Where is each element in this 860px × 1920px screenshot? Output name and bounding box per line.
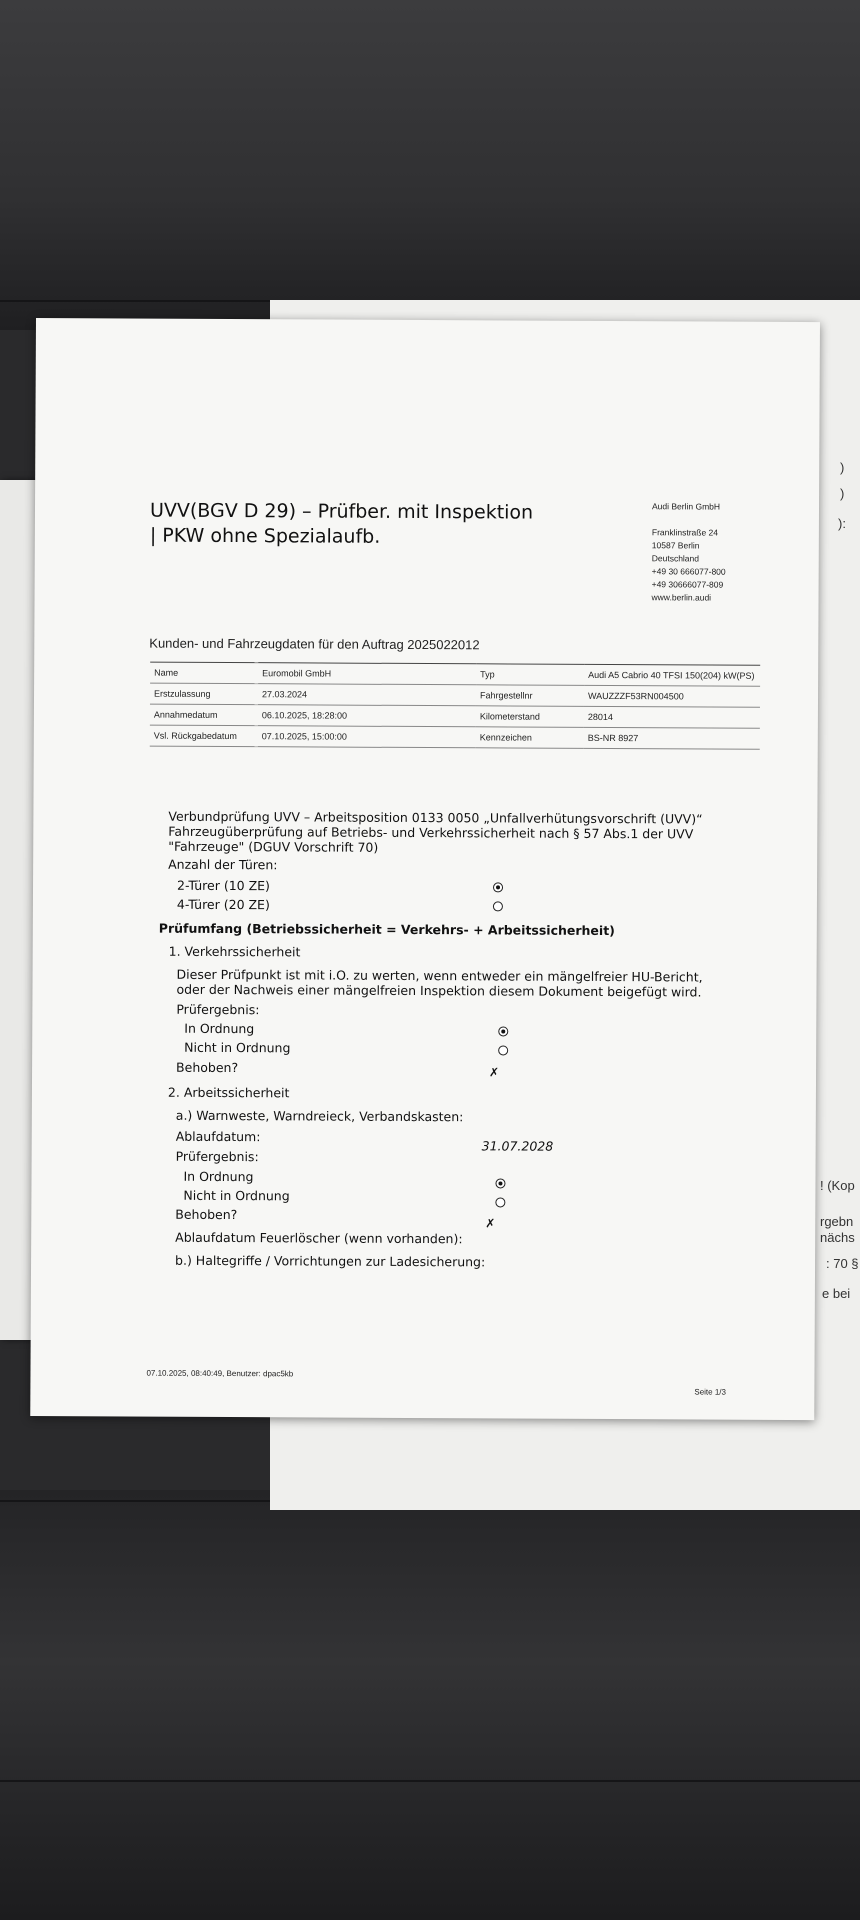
field-label: Annahmedatum [150,704,258,726]
expiry-label: Ablaufdatum: [175,1128,261,1145]
field-label: Kilometerstand [476,706,584,728]
report-title-line1: UVV(BGV D 29) – Prüfber. mit Inspektion [149,499,534,524]
car-seat-backrest [0,0,860,330]
dealer-company: Audi Berlin GmbH [651,501,721,512]
field-value: 07.10.2025, 15:00:00 [258,726,476,748]
extinguisher-label: Ablaufdatum Feuerlöscher (wenn vorhanden): [175,1229,463,1247]
s2-ok-radio[interactable] [495,1178,505,1188]
result-not-ok-label: Nicht in Ordnung [184,1039,291,1056]
field-value: Audi A5 Cabrio 40 TFSI 150(204) kW(PS) [584,664,760,686]
scope-heading: Prüfumfang (Betriebssicherheit = Verkehrs- + Arbeitssicherheit) [158,920,615,939]
back-sheet-edge-text: ) [840,460,845,475]
field-value: 06.10.2025, 18:28:00 [258,705,476,727]
footer-timestamp: 07.10.2025, 08:40:49, Benutzer: dpac5kb [146,1368,294,1379]
back-sheet-edge-text: ): [838,516,846,531]
field-value: Euromobil GmbH [258,663,476,685]
back-sheet-edge-text: e bei [822,1286,851,1301]
table-row [150,725,760,749]
s1-not-ok-radio[interactable] [498,1045,508,1055]
back-sheet-edge-text: ! (Kop [820,1178,855,1193]
back-sheet-edge-text: nächs [820,1230,855,1245]
s2-fixed-x-mark: ✗ [485,1216,496,1231]
doors-label: Anzahl der Türen: [168,856,278,873]
car-seat-cushion [0,1490,860,1920]
door-option-2: 2-Türer (10 ZE) [176,877,270,894]
dealer-fax: +49 30666077-809 [651,579,724,590]
field-value: 27.03.2024 [258,684,476,706]
customer-vehicle-heading: Kunden- und Fahrzeugdaten für den Auftrag 2025022012 [149,635,480,653]
door-4-radio[interactable] [493,901,503,911]
field-label: Vsl. Rückgabedatum [150,725,258,747]
section-text: a.) Warnweste, Warndreieck, Verbandskasten: [175,1107,464,1125]
field-label: Typ [476,664,584,686]
intro-line: Verbundprüfung UVV – Arbeitsposition 0133 0050 „Unfallverhütungsvorschrift (UVV)“ [168,808,703,827]
field-value: BS-NR 8927 [584,727,760,749]
dealer-phone: +49 30 666077-800 [651,566,726,577]
field-label: Name [150,662,258,684]
dealer-address [652,500,727,604]
report-title-line2: | PKW ohne Spezialaufb. [149,524,381,548]
dealer-country: Deutschland [651,553,700,564]
dealer-city: 10587 Berlin [651,540,700,551]
inspection-report-page [30,318,820,1420]
field-label: Kennzeichen [476,727,584,749]
intro-line: "Fahrzeuge" (DGUV Vorschrift 70) [168,838,379,855]
s1-ok-radio[interactable] [498,1026,508,1036]
report-title [150,499,580,551]
s2-not-ok-radio[interactable] [495,1197,505,1207]
result-label: Prüfergebnis: [176,1001,260,1018]
section-text: oder der Nachweis einer mängelfreien Inspektion diesem Dokument beigefügt wird. [176,981,702,1000]
fixed-label: Behoben? [175,1206,238,1223]
section-text: b.) Haltegriffe / Vorrichtungen zur Ladesicherung: [175,1252,486,1270]
seat-seam [0,1780,860,1782]
section-work-safety: 2. Arbeitssicherheit [167,1084,290,1101]
result-ok-label: In Ordnung [184,1020,255,1037]
back-sheet-edge-text: : 70 § [826,1256,859,1271]
dealer-street: Franklinstraße 24 [651,527,719,538]
expiry-date-value: 31.07.2028 [481,1138,554,1154]
vehicle-data-table [150,662,760,750]
door-option-4: 4-Türer (20 ZE) [176,896,270,913]
intro-line: Fahrzeugüberprüfung auf Betriebs- und Verkehrssicherheit nach § 57 Abs.1 der UVV [168,823,694,842]
back-sheet-edge-text: ) [840,486,845,501]
back-sheet-edge-text: rgebn [820,1214,854,1229]
s1-fixed-x-mark: ✗ [489,1065,500,1080]
fixed-label: Behoben? [176,1059,239,1076]
field-label: Fahrgestellnr [476,685,584,707]
page-number: Seite 1/3 [694,1387,726,1397]
field-label: Erstzulassung [150,683,258,705]
door-2-radio[interactable] [493,882,503,892]
result-ok-label: In Ordnung [183,1168,254,1185]
dealer-web: www.berlin.audi [651,592,712,603]
section-traffic-safety: 1. Verkehrssicherheit [168,943,301,960]
result-not-ok-label: Nicht in Ordnung [183,1187,290,1204]
field-value: WAUZZZF53RN004500 [584,685,760,707]
section-text: Dieser Prüfpunkt ist mit i.O. zu werten, wenn entweder ein mängelfreier HU-Bericht, [176,966,703,985]
field-value: 28014 [584,706,760,728]
result-label: Prüfergebnis: [175,1148,259,1165]
